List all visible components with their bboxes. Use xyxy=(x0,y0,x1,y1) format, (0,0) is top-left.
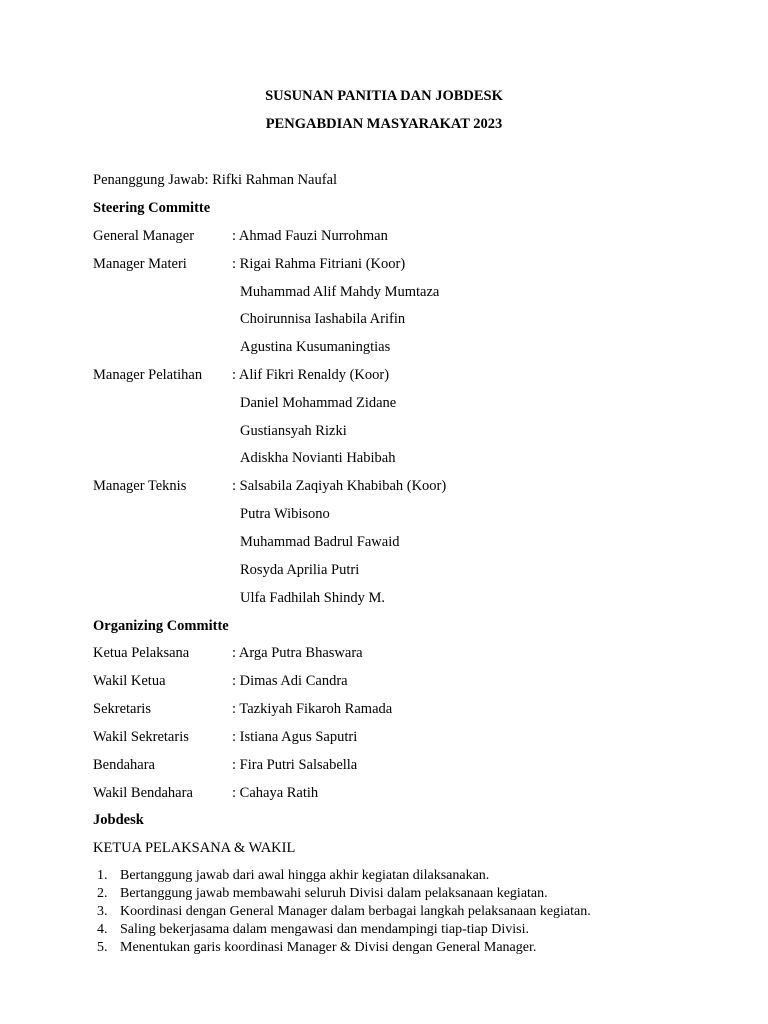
org-role-label: Wakil Bendahara xyxy=(93,785,193,801)
org-role-label: Sekretaris xyxy=(93,701,151,717)
task-number: 4. xyxy=(97,922,108,937)
org-role-value: : Tazkiyah Fikaroh Ramada xyxy=(232,701,393,717)
manager-teknis-member: Rosyda Aprilia Putri xyxy=(240,562,360,578)
org-role-label: Wakil Ketua xyxy=(93,673,166,689)
org-role-value: : Fira Putri Salsabella xyxy=(232,757,358,773)
task-text: Menentukan garis koordinasi Manager & Divisi dengan General Manager. xyxy=(120,940,537,955)
manager-teknis-member: Muhammad Badrul Fawaid xyxy=(240,534,400,550)
task-text: Bertanggung jawab dari awal hingga akhir kegiatan dilaksanakan. xyxy=(120,868,490,883)
document-subtitle: PENGABDIAN MASYARAKAT 2023 xyxy=(265,116,503,132)
document-title: SUSUNAN PANITIA DAN JOBDESK xyxy=(265,88,503,104)
manager-pelatihan-member: Gustiansyah Rizki xyxy=(240,423,347,439)
organizing-heading: Organizing Committe xyxy=(93,618,229,634)
manager-materi-member: Agustina Kusumaningtias xyxy=(240,339,391,355)
manager-materi-koor: : Rigai Rahma Fitriani (Koor) xyxy=(232,256,406,272)
manager-pelatihan-member: Daniel Mohammad Zidane xyxy=(240,395,397,411)
org-role-label: Wakil Sekretaris xyxy=(93,729,189,745)
penanggung-jawab: Penanggung Jawab: Rifki Rahman Naufal xyxy=(93,172,338,188)
org-role-value: : Cahaya Ratih xyxy=(232,785,319,801)
org-role-value: : Dimas Adi Candra xyxy=(232,673,348,689)
manager-pelatihan-label: Manager Pelatihan xyxy=(93,367,203,383)
task-number: 1. xyxy=(97,868,108,883)
task-text: Bertanggung jawab membawahi seluruh Divisi dalam pelaksanaan kegiatan. xyxy=(120,886,548,901)
task-number: 5. xyxy=(97,940,108,955)
general-manager-value: : Ahmad Fauzi Nurrohman xyxy=(232,228,388,244)
manager-teknis-koor: : Salsabila Zaqiyah Khabibah (Koor) xyxy=(232,478,447,494)
steering-heading: Steering Committe xyxy=(93,200,211,216)
manager-pelatihan-member: Adiskha Novianti Habibah xyxy=(240,450,396,466)
task-text: Saling bekerjasama dalam mengawasi dan mendampingi tiap-tiap Divisi. xyxy=(120,922,530,937)
org-role-value: : Istiana Agus Saputri xyxy=(232,729,358,745)
org-role-label: Ketua Pelaksana xyxy=(93,645,190,661)
jobdesk-section-title: KETUA PELAKSANA & WAKIL xyxy=(93,840,296,856)
manager-pelatihan-koor: : Alif Fikri Renaldy (Koor) xyxy=(232,367,390,383)
manager-teknis-member: Ulfa Fadhilah Shindy M. xyxy=(240,590,385,606)
manager-teknis-member: Putra Wibisono xyxy=(240,506,330,522)
general-manager-label: General Manager xyxy=(93,228,195,244)
org-role-value: : Arga Putra Bhaswara xyxy=(232,645,363,661)
jobdesk-heading: Jobdesk xyxy=(93,812,144,828)
task-number: 2. xyxy=(97,886,108,901)
manager-teknis-label: Manager Teknis xyxy=(93,478,187,494)
task-number: 3. xyxy=(97,904,108,919)
manager-materi-label: Manager Materi xyxy=(93,256,187,272)
manager-materi-member: Choirunnisa Iashabila Arifin xyxy=(240,311,406,327)
org-role-label: Bendahara xyxy=(93,757,155,773)
manager-materi-member: Muhammad Alif Mahdy Mumtaza xyxy=(240,284,440,300)
task-text: Koordinasi dengan General Manager dalam berbagai langkah pelaksanaan kegiatan. xyxy=(120,904,591,919)
